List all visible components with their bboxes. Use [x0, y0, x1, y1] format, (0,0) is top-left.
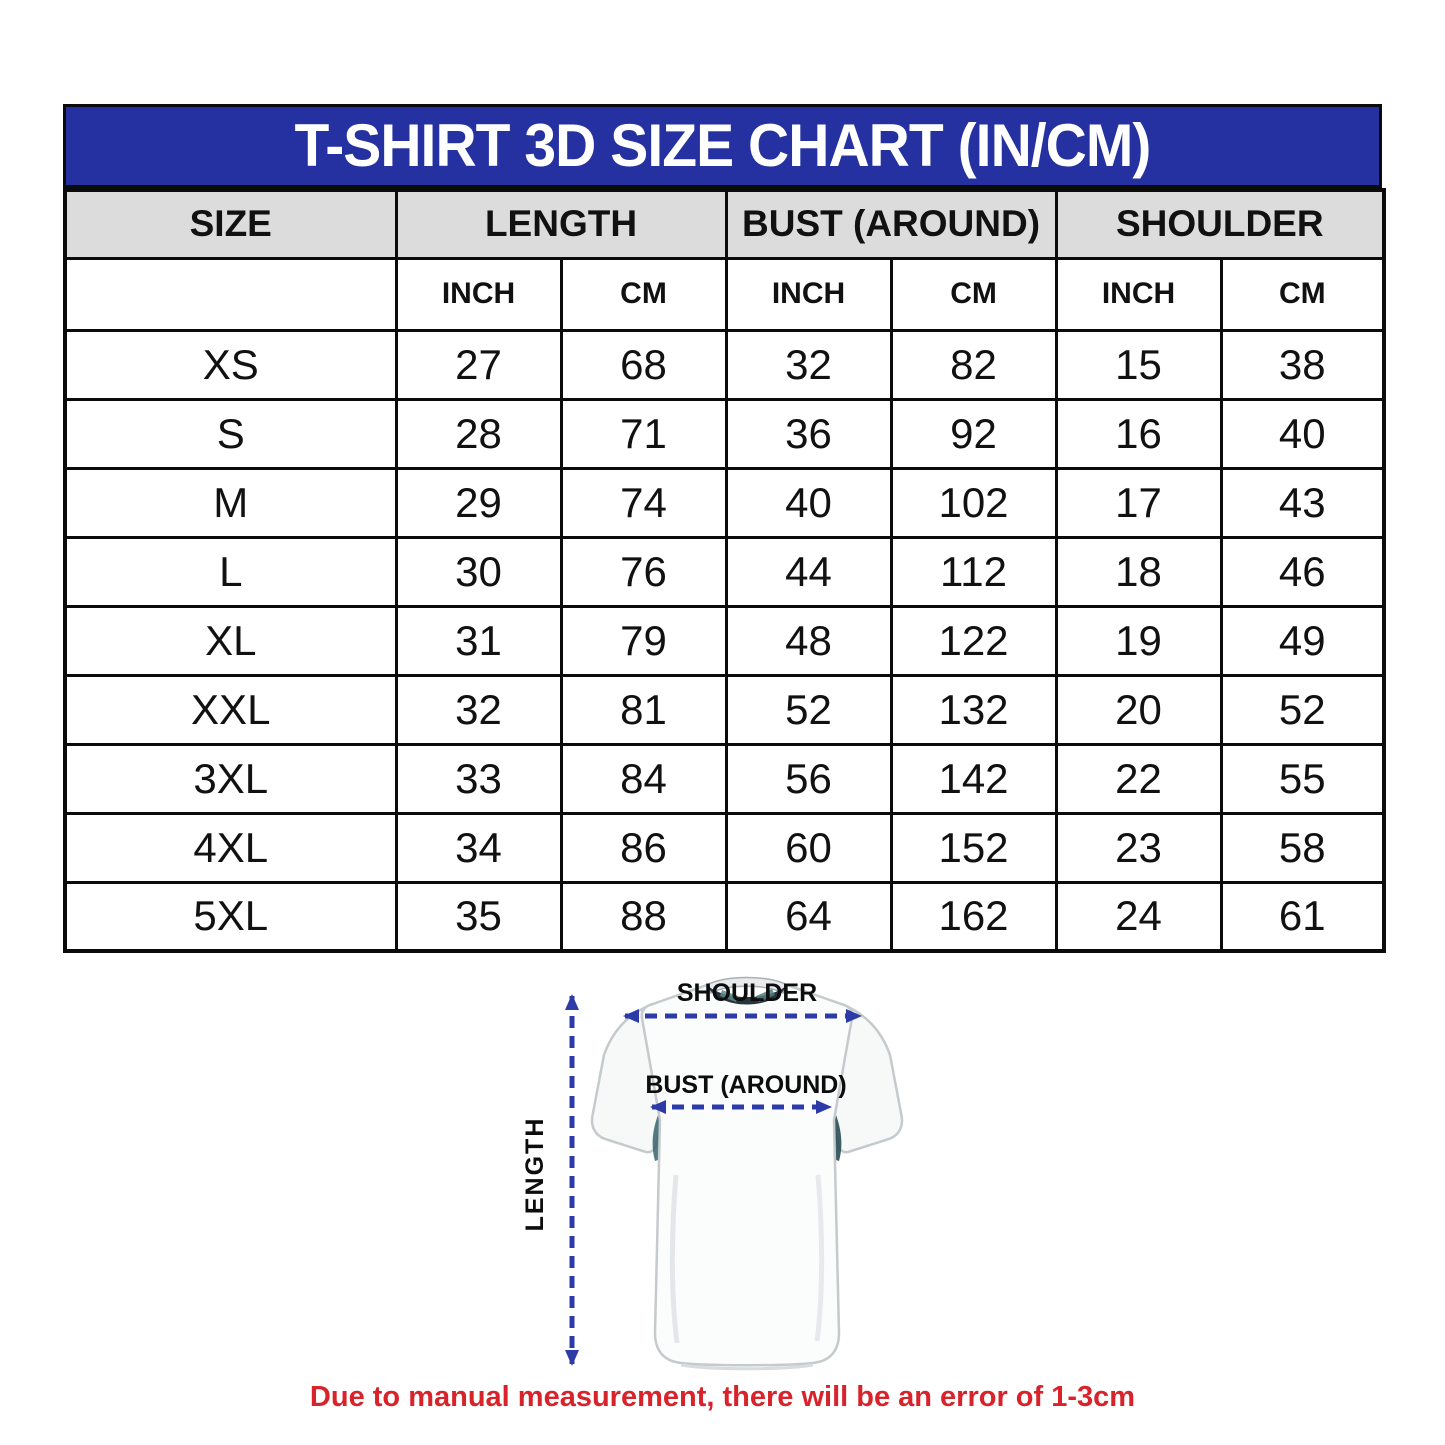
size-cell: XS [65, 330, 396, 399]
value-cell: 49 [1221, 606, 1384, 675]
value-cell: 132 [891, 675, 1056, 744]
value-cell: 46 [1221, 537, 1384, 606]
value-cell: 86 [561, 813, 726, 882]
table-row [65, 813, 1384, 882]
size-cell: 4XL [65, 813, 396, 882]
size-cell: XL [65, 606, 396, 675]
value-cell: 20 [1056, 675, 1221, 744]
value-cell: 74 [561, 468, 726, 537]
header-shoulder-inch: INCH [1056, 258, 1221, 330]
table-row [65, 468, 1384, 537]
size-cell: S [65, 399, 396, 468]
value-cell: 24 [1056, 882, 1221, 951]
header-bust-inch: INCH [726, 258, 891, 330]
value-cell: 55 [1221, 744, 1384, 813]
size-cell: L [65, 537, 396, 606]
value-cell: 79 [561, 606, 726, 675]
value-cell: 162 [891, 882, 1056, 951]
value-cell: 92 [891, 399, 1056, 468]
value-cell: 152 [891, 813, 1056, 882]
value-cell: 32 [726, 330, 891, 399]
value-cell: 68 [561, 330, 726, 399]
value-cell: 31 [396, 606, 561, 675]
value-cell: 17 [1056, 468, 1221, 537]
value-cell: 19 [1056, 606, 1221, 675]
value-cell: 32 [396, 675, 561, 744]
value-cell: 18 [1056, 537, 1221, 606]
value-cell: 82 [891, 330, 1056, 399]
tshirt-diagram [500, 975, 960, 1380]
value-cell: 34 [396, 813, 561, 882]
value-cell: 29 [396, 468, 561, 537]
value-cell: 48 [726, 606, 891, 675]
table-row [65, 330, 1384, 399]
size-cell: M [65, 468, 396, 537]
size-cell: 5XL [65, 882, 396, 951]
value-cell: 81 [561, 675, 726, 744]
table-row [65, 675, 1384, 744]
value-cell: 71 [561, 399, 726, 468]
value-cell: 33 [396, 744, 561, 813]
size-cell: 3XL [65, 744, 396, 813]
header-length: LENGTH [396, 190, 726, 258]
table-row [65, 744, 1384, 813]
value-cell: 60 [726, 813, 891, 882]
header-size: SIZE [65, 190, 396, 258]
value-cell: 58 [1221, 813, 1384, 882]
value-cell: 36 [726, 399, 891, 468]
shoulder-label: SHOULDER [676, 979, 818, 1007]
page-title: T-SHIRT 3D SIZE CHART (IN/CM) [294, 112, 1151, 179]
value-cell: 35 [396, 882, 561, 951]
title-banner [63, 104, 1382, 188]
value-cell: 38 [1221, 330, 1384, 399]
value-cell: 52 [1221, 675, 1384, 744]
table-group-header-row [65, 190, 1384, 258]
header-length-inch: INCH [396, 258, 561, 330]
header-shoulder: SHOULDER [1056, 190, 1384, 258]
header-bust: BUST (AROUND) [726, 190, 1056, 258]
table-unit-header-row [65, 258, 1384, 330]
header-shoulder-cm: CM [1221, 258, 1384, 330]
value-cell: 102 [891, 468, 1056, 537]
header-bust-cm: CM [891, 258, 1056, 330]
value-cell: 84 [561, 744, 726, 813]
value-cell: 56 [726, 744, 891, 813]
measurement-note: Due to manual measurement, there will be an error of 1-3cm [309, 1381, 1136, 1413]
value-cell: 76 [561, 537, 726, 606]
value-cell: 44 [726, 537, 891, 606]
bust-label: BUST (AROUND) [645, 1071, 847, 1099]
value-cell: 40 [1221, 399, 1384, 468]
table-row [65, 399, 1384, 468]
value-cell: 61 [1221, 882, 1384, 951]
value-cell: 15 [1056, 330, 1221, 399]
value-cell: 43 [1221, 468, 1384, 537]
value-cell: 23 [1056, 813, 1221, 882]
value-cell: 22 [1056, 744, 1221, 813]
header-empty-cell [65, 258, 396, 330]
table-row [65, 537, 1384, 606]
value-cell: 30 [396, 537, 561, 606]
header-length-cm: CM [561, 258, 726, 330]
table-row [65, 882, 1384, 951]
value-cell: 40 [726, 468, 891, 537]
size-cell: XXL [65, 675, 396, 744]
value-cell: 28 [396, 399, 561, 468]
value-cell: 142 [891, 744, 1056, 813]
value-cell: 27 [396, 330, 561, 399]
value-cell: 112 [891, 537, 1056, 606]
size-table [63, 188, 1386, 953]
table-row [65, 606, 1384, 675]
value-cell: 88 [561, 882, 726, 951]
value-cell: 122 [891, 606, 1056, 675]
value-cell: 16 [1056, 399, 1221, 468]
value-cell: 52 [726, 675, 891, 744]
length-label: LENGTH [521, 1116, 549, 1232]
value-cell: 64 [726, 882, 891, 951]
